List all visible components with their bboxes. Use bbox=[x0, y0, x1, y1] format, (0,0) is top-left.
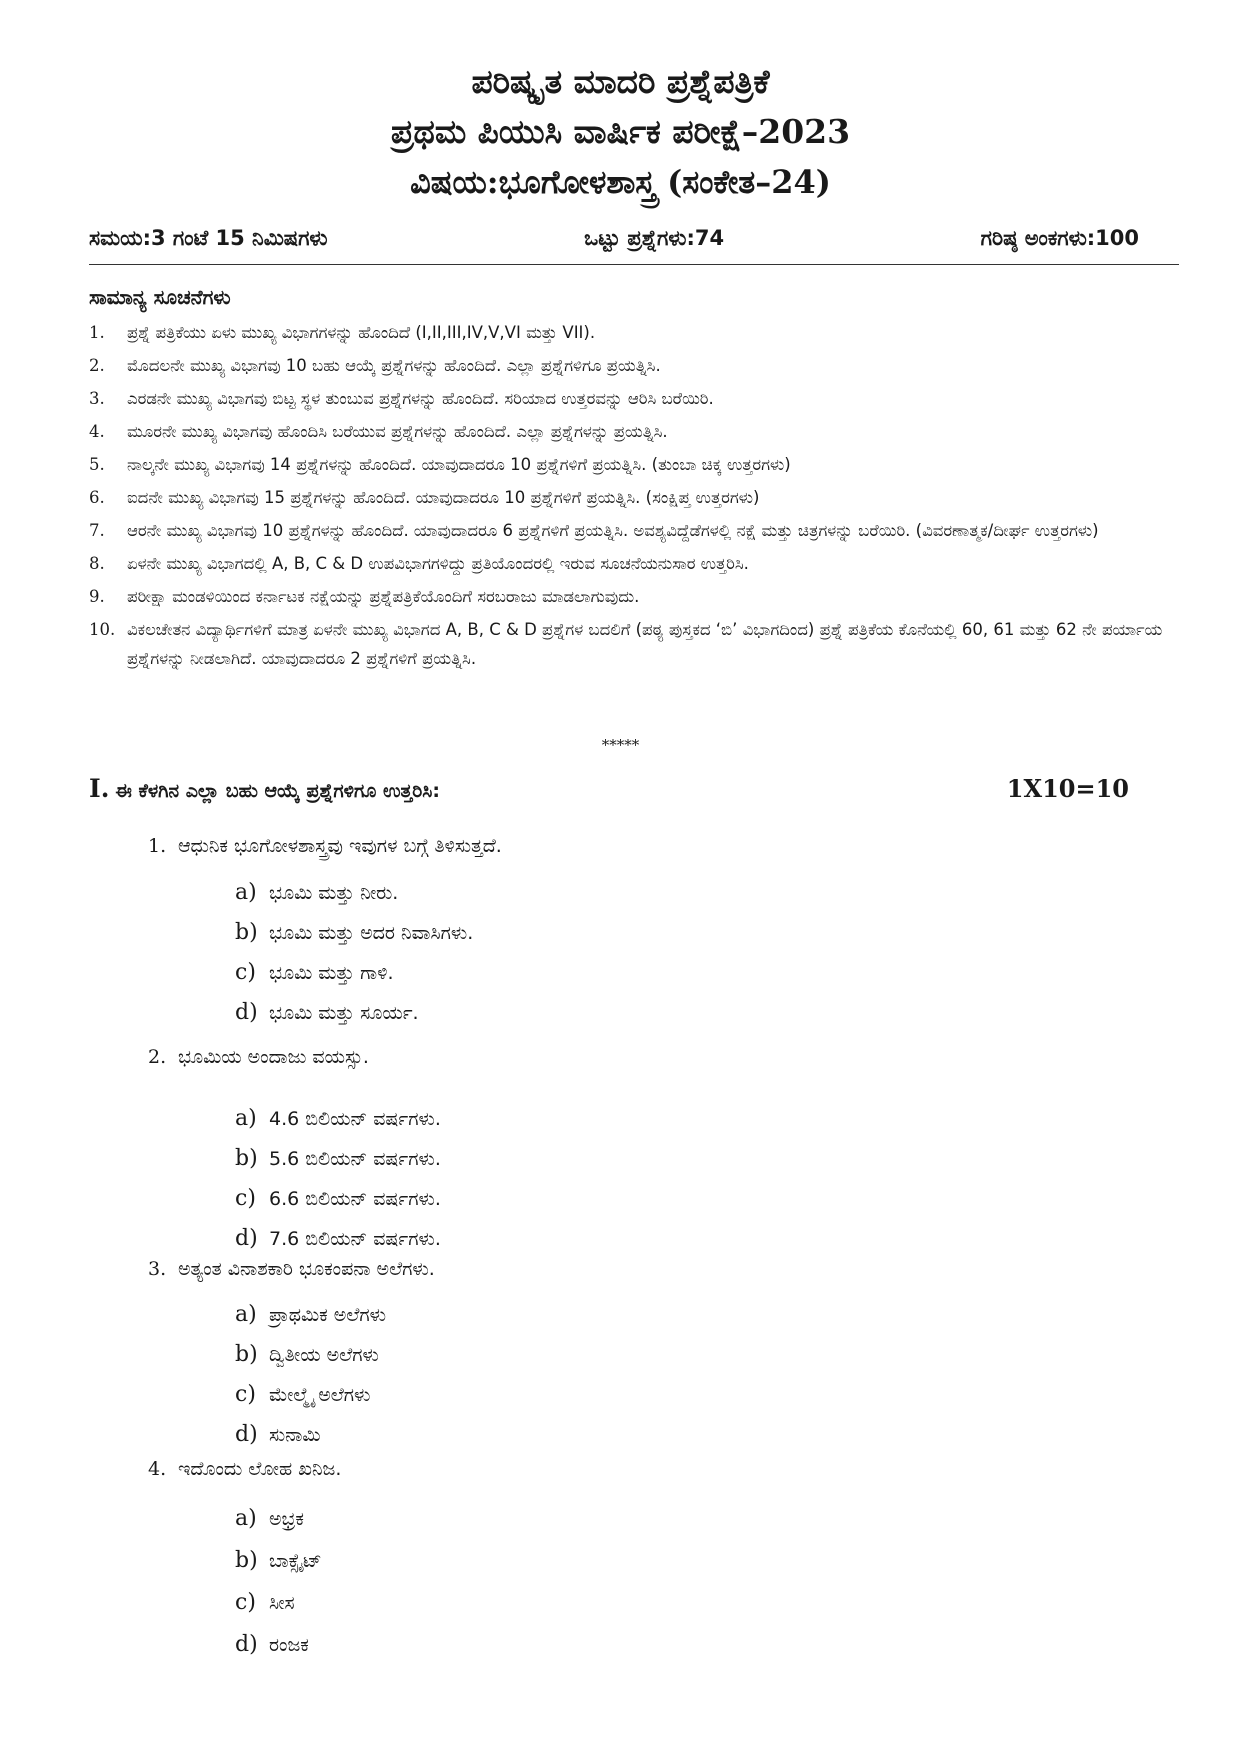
instruction-item: 10. ವಿಕಲಚೇತನ ವಿದ್ಯಾರ್ಥಿಗಳಿಗೆ ಮಾತ್ರ ಏಳನೇ ಮುಖ್ಯ ವಿಭಾಗದ A, B, C & D ಪ್ರಶ್ನೆಗಳ ಬದಲಿಗೆ (ಪಠ್ಯ ಪುಸ್ತಕದ ‘ಬಿ’ ವಿಭಾಗದಿಂದ) ಪ್ರಶ್ನೆ ಪತ್ರಿಕೆಯ ಕೊನೆಯಲ್ಲಿ 60, 61 ಮತ್ತು 62 ನೇ ಪರ್ಯಾಯ ಪ್ರಶ್ನೆಗಳನ್ನು ನೀಡಲಾಗಿದೆ. ಯಾವುದಾದರೂ 2 ಪ್ರಶ್ನೆಗಳಿಗೆ ಪ್ರಯತ್ನಿಸಿ. bbox=[89, 620, 1163, 668]
option: c) ಮೇಲ್ಮೈ ಅಲೆಗಳು bbox=[235, 1382, 371, 1407]
question-4: 4. ಇದೊಂದು ಲೋಹ ಖನಿಜ. bbox=[148, 1458, 342, 1480]
max-marks: ಗರಿಷ್ಠ ಅಂಕಗಳು:100 bbox=[980, 226, 1139, 250]
option: c) ಭೂಮಿ ಮತ್ತು ಗಾಳಿ. bbox=[235, 960, 394, 985]
instruction-item: 5. ನಾಲ್ಕನೇ ಮುಖ್ಯ ವಿಭಾಗವು 14 ಪ್ರಶ್ನೆಗಳನ್ನು ಹೊಂದಿದೆ. ಯಾವುದಾದರೂ 10 ಪ್ರಶ್ನೆಗಳಿಗೆ ಪ್ರಯತ್ನಿಸಿ. (ತುಂಬಾ ಚಿಕ್ಕ ಉತ್ತರಗಳು) bbox=[89, 455, 791, 474]
option: d) ಭೂಮಿ ಮತ್ತು ಸೂರ್ಯ. bbox=[235, 1000, 419, 1025]
document-title: ಪರಿಷ್ಕೃತ ಮಾದರಿ ಪ್ರಶ್ನೆಪತ್ರಿಕೆ bbox=[471, 62, 770, 101]
subject-line: ವಿಷಯ:ಭೂಗೋಳಶಾಸ್ತ್ರ (ಸಂಕೇತ–24) bbox=[410, 163, 831, 201]
question-1: 1. ಆಧುನಿಕ ಭೂಗೋಳಶಾಸ್ತ್ರವು ಇವುಗಳ ಬಗ್ಗೆ ತಿಳಿಸುತ್ತದೆ. bbox=[148, 835, 502, 857]
instruction-item: 2. ಮೊದಲನೇ ಮುಖ್ಯ ವಿಭಾಗವು 10 ಬಹು ಆಯ್ಕೆ ಪ್ರಶ್ನೆಗಳನ್ನು ಹೊಂದಿದೆ. ಎಲ್ಲಾ ಪ್ರಶ್ನೆಗಳಿಗೂ ಪ್ರಯತ್ನಿಸಿ. bbox=[89, 356, 661, 375]
section-marks: 1X10=10 bbox=[1006, 774, 1129, 803]
time-allowed: ಸಮಯ:3 ಗಂಟೆ 15 ನಿಮಿಷಗಳು bbox=[89, 226, 328, 250]
instruction-item: 1. ಪ್ರಶ್ನೆ ಪತ್ರಿಕೆಯು ಏಳು ಮುಖ್ಯ ವಿಭಾಗಗಳನ್ನು ಹೊಂದಿದೆ (I,II,III,IV,V,VI ಮತ್ತು VII). bbox=[89, 323, 596, 342]
option: a) ಅಭ್ರಕ bbox=[235, 1506, 304, 1531]
section-number: I. bbox=[89, 774, 110, 803]
question-2: 2. ಭೂಮಿಯ ಅಂದಾಜು ವಯಸ್ಸು. bbox=[148, 1046, 369, 1068]
option: a) ಪ್ರಾಥಮಿಕ ಅಲೆಗಳು bbox=[235, 1302, 386, 1327]
instruction-item: 4. ಮೂರನೇ ಮುಖ್ಯ ವಿಭಾಗವು ಹೊಂದಿಸಿ ಬರೆಯುವ ಪ್ರಶ್ನೆಗಳನ್ನು ಹೊಂದಿದೆ. ಎಲ್ಲಾ ಪ್ರಶ್ನೆಗಳನ್ನು ಪ್ರಯತ್ನಿಸಿ. bbox=[89, 422, 668, 441]
option: b) 5.6 ಬಿಲಿಯನ್ ವರ್ಷಗಳು. bbox=[235, 1146, 441, 1171]
option: b) ಭೂಮಿ ಮತ್ತು ಅದರ ನಿವಾಸಿಗಳು. bbox=[235, 920, 474, 945]
instructions-heading: ಸಾಮಾನ್ಯ ಸೂಚನೆಗಳು bbox=[89, 285, 231, 309]
option: c) ಸೀಸ bbox=[235, 1590, 295, 1615]
instruction-item: 7. ಆರನೇ ಮುಖ್ಯ ವಿಭಾಗವು 10 ಪ್ರಶ್ನೆಗಳನ್ನು ಹೊಂದಿದೆ. ಯಾವುದಾದರೂ 6 ಪ್ರಶ್ನೆಗಳಿಗೆ ಪ್ರಯತ್ನಿಸಿ. ಅವಶ್ಯವಿದ್ದೆಡೆಗಳಲ್ಲಿ ನಕ್ಷೆ ಮತ್ತು ಚಿತ್ರಗಳನ್ನು ಬರೆಯಿರಿ. (ವಿವರಣಾತ್ಮಕ/ದೀರ್ಘ ಉತ್ತರಗಳು) bbox=[89, 521, 1099, 540]
option: b) ಬಾಕ್ಸೈಟ್ bbox=[235, 1548, 322, 1573]
instruction-item: 3. ಎರಡನೇ ಮುಖ್ಯ ವಿಭಾಗವು ಬಿಟ್ಟ ಸ್ಥಳ ತುಂಬುವ ಪ್ರಶ್ನೆಗಳನ್ನು ಹೊಂದಿದೆ. ಸರಿಯಾದ ಉತ್ತರವನ್ನು ಆರಿಸಿ ಬರೆಯಿರಿ. bbox=[89, 389, 714, 408]
instruction-item: 9. ಪರೀಕ್ಷಾ ಮಂಡಳಿಯಿಂದ ಕರ್ನಾಟಕ ನಕ್ಷೆಯನ್ನು ಪ್ರಶ್ನೆಪತ್ರಿಕೆಯೊಂದಿಗೆ ಸರಬರಾಜು ಮಾಡಲಾಗುವುದು. bbox=[89, 587, 640, 606]
option: b) ದ್ವಿತೀಯ ಅಲೆಗಳು bbox=[235, 1342, 379, 1367]
option: a) ಭೂಮಿ ಮತ್ತು ನೀರು. bbox=[235, 880, 399, 905]
option: d) ಸುನಾಮಿ bbox=[235, 1422, 321, 1447]
question-3: 3. ಅತ್ಯಂತ ವಿನಾಶಕಾರಿ ಭೂಕಂಪನಾ ಅಲೆಗಳು. bbox=[148, 1258, 435, 1280]
instructions-list bbox=[89, 318, 1179, 677]
header-divider bbox=[89, 264, 1179, 265]
option: d) 7.6 ಬಿಲಿಯನ್ ವರ್ಷಗಳು. bbox=[235, 1226, 441, 1251]
instruction-item: 8. ಏಳನೇ ಮುಖ್ಯ ವಿಭಾಗದಲ್ಲಿ A, B, C & D ಉಪವಿಭಾಗಗಳಿದ್ದು ಪ್ರತಿಯೊಂದರಲ್ಲಿ ಇರುವ ಸೂಚನೆಯನುಸಾರ ಉತ್ತರಿಸಿ. bbox=[89, 554, 749, 573]
section-title: I. ಈ ಕೆಳಗಿನ ಎಲ್ಲಾ ಬಹು ಆಯ್ಕೆ ಪ್ರಶ್ನೆಗಳಿಗೂ ಉತ್ತರಿಸಿ: bbox=[89, 774, 440, 803]
exam-name: ಪ್ರಥಮ ಪಿಯುಸಿ ವಾರ್ಷಿಕ ಪರೀಕ್ಷೆ–2023 bbox=[390, 112, 851, 151]
exam-meta-row bbox=[89, 226, 1139, 251]
option: c) 6.6 ಬಿಲಿಯನ್ ವರ್ಷಗಳು. bbox=[235, 1186, 441, 1211]
total-questions: ಒಟ್ಟು ಪ್ರಶ್ನೆಗಳು:74 bbox=[584, 226, 725, 250]
option: d) ರಂಜಕ bbox=[235, 1632, 309, 1657]
section-header bbox=[89, 774, 1129, 803]
section-separator: ***** bbox=[601, 736, 640, 754]
instruction-item: 6. ಐದನೇ ಮುಖ್ಯ ವಿಭಾಗವು 15 ಪ್ರಶ್ನೆಗಳನ್ನು ಹೊಂದಿದೆ. ಯಾವುದಾದರೂ 10 ಪ್ರಶ್ನೆಗಳಿಗೆ ಪ್ರಯತ್ನಿಸಿ. (ಸಂಕ್ಷಿಪ್ತ ಉತ್ತರಗಳು) bbox=[89, 488, 760, 507]
option: a) 4.6 ಬಿಲಿಯನ್ ವರ್ಷಗಳು. bbox=[235, 1106, 441, 1131]
